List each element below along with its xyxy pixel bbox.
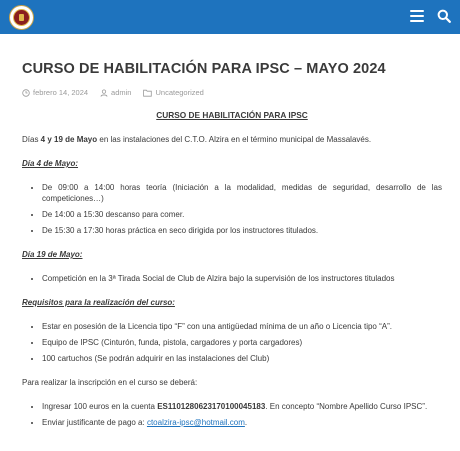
list-item: • De 15:30 a 17:30 horas práctica en seco dirigida por los instructores titulados. xyxy=(42,225,442,236)
post-date xyxy=(22,88,88,97)
day19-list xyxy=(22,273,442,284)
list-item: • De 14:00 a 15:30 descanso para comer. xyxy=(42,209,442,220)
list-item: • Equipo de IPSC (Cinturón, funda, pistola, cargadores y porta cargadores) xyxy=(42,337,442,348)
post-category-link[interactable]: Uncategorized xyxy=(155,88,204,97)
day4-list xyxy=(22,182,442,236)
post-date-link[interactable]: febrero 14, 2024 xyxy=(33,88,89,97)
post-meta xyxy=(22,88,216,97)
post-author xyxy=(100,88,131,97)
crest-emblem xyxy=(19,14,24,21)
crest-shield xyxy=(13,9,30,26)
post-title: CURSO DE HABILITACIÓN PARA IPSC – MAYO 2024 xyxy=(22,61,386,77)
requirements-heading: Requisitos para la realización del curso: xyxy=(22,298,175,307)
bank-account-number: ES1101280623170100045183 xyxy=(157,402,266,411)
list-item: • De 09:00 a 14:00 horas teoría (Iniciación a la modalidad, medidas de seguridad, desarrollo de las competiciones…) xyxy=(42,182,442,204)
search-icon[interactable] xyxy=(437,9,451,23)
site-header xyxy=(0,0,460,34)
list-item: • 100 cartuchos (Se podrán adquirir en las instalaciones del Club) xyxy=(42,353,442,364)
day19-heading: Día 19 de Mayo: xyxy=(22,250,83,259)
signup-list xyxy=(22,401,442,428)
user-icon xyxy=(100,89,108,97)
folder-icon xyxy=(143,89,152,97)
club-crest-logo[interactable] xyxy=(9,5,34,30)
email-link[interactable]: ctoalzira-ipsc@hotmail.com xyxy=(146,418,245,427)
post-category xyxy=(143,88,203,97)
post-content xyxy=(22,110,442,441)
list-item: • Competición en la 3ª Tirada Social de Club de Alzira bajo la supervisión de los instructores titulados xyxy=(42,273,442,284)
course-heading: CURSO DE HABILITACIÓN PARA IPSC xyxy=(156,110,308,120)
hamburger-menu-icon[interactable] xyxy=(410,10,424,22)
signup-intro: Para realizar la inscripción en el curso se deberá: xyxy=(22,378,198,387)
send-receipt-item: • Enviar justificante de pago a: ctoalzira-ipsc@hotmail.com. xyxy=(42,417,442,428)
list-item: • Estar en posesión de la Licencia tipo “F” con una antigüedad mínima de un año o Licencia tipo “A”. xyxy=(42,321,442,332)
clock-icon xyxy=(22,89,30,97)
day4-heading: Día 4 de Mayo: xyxy=(22,159,79,168)
payment-item: • Ingresar 100 euros en la cuenta ES1101280623170100045183. En concepto “Nombre Apellido Curso IPSC”. xyxy=(42,401,442,412)
intro-paragraph: Días 4 y 19 de Mayo en las instalaciones del C.T.O. Alzira en el término municipal de Massalavés. xyxy=(22,135,372,144)
requirements-list xyxy=(22,321,442,364)
post-author-link[interactable]: admin xyxy=(111,88,132,97)
